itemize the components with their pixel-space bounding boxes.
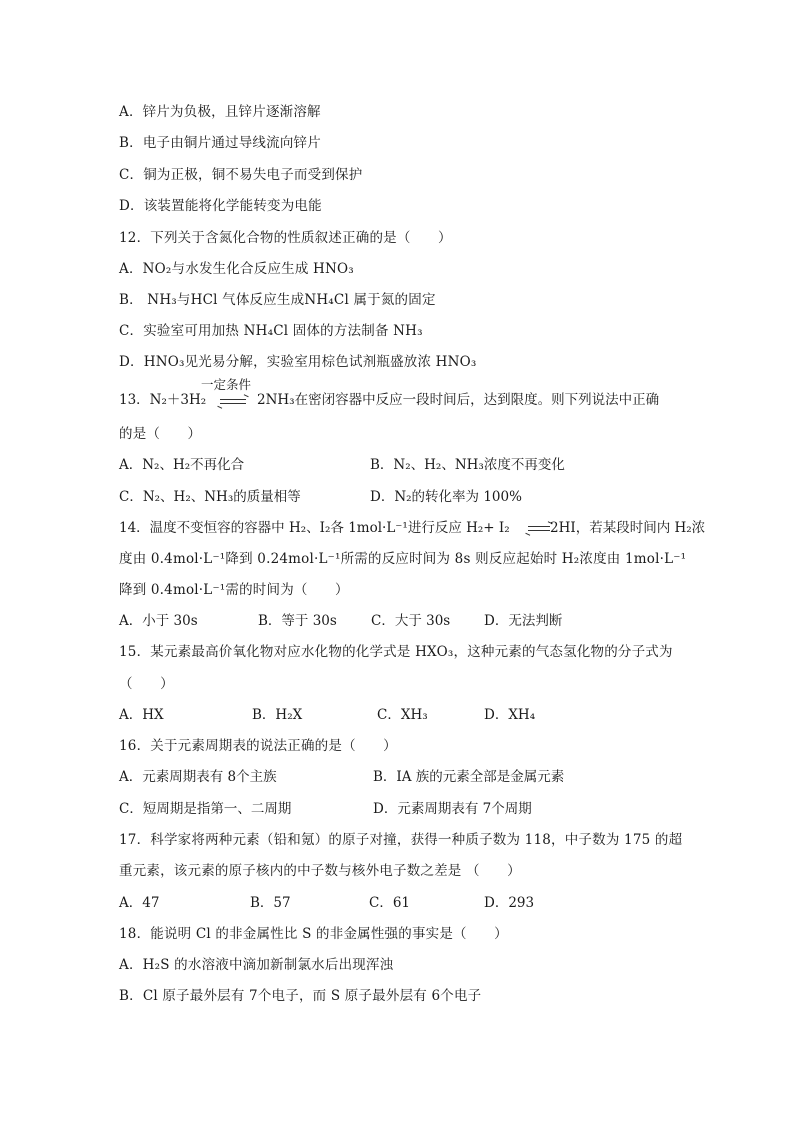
- q17-stem-cont: 重元素，该元素的原子核内的中子数与核外电子数之差是 （ ）: [119, 863, 521, 879]
- q14-stem-line-3: 降到 0.4mol·L⁻¹需的时间为（ ）: [119, 582, 349, 598]
- q11-option-c: C．铜为正极，铜不易失电子而受到保护: [119, 167, 363, 183]
- q12-option-a: A．NO₂与水发生化合反应生成 HNO₃: [119, 261, 354, 277]
- q13-option-a: A．N₂、H₂不再化合: [119, 457, 245, 473]
- q15-options-row: [119, 706, 734, 724]
- q11-option-a: A．锌片为负极，且锌片逐渐溶解: [119, 104, 321, 120]
- q18-option-a: A．H₂S 的水溶液中滴加新制氯水后出现浑浊: [119, 957, 394, 973]
- q13-stem-row: [119, 377, 734, 409]
- q17-options-row: [119, 894, 734, 912]
- q17-option-c: C．61: [369, 895, 411, 911]
- q17-stem: 17．科学家将两种元素（铅和氪）的原子对撞，获得一种质子数为 118，中子数为 175 的超: [119, 832, 683, 848]
- q15-option-d: D．XH₄: [484, 707, 536, 723]
- q14-stem-line-2: 度由 0.4mol·L⁻¹降到 0.24mol·L⁻¹所需的反应时间为 8s 则反应起始时 H₂浓度由 1mol·L⁻¹: [119, 551, 687, 567]
- q14-option-d: D．无法判断: [484, 613, 563, 629]
- q13-stem-cont: 的是（ ）: [119, 426, 202, 442]
- q16-option-c: C．短周期是指第一、二周期: [119, 801, 292, 817]
- q13-option-c: C．N₂、H₂、NH₃的质量相等: [119, 489, 301, 505]
- q13-options-row-2: [119, 488, 734, 506]
- q11-option-d: D．该装置能将化学能转变为电能: [119, 198, 322, 214]
- q16-option-b: B．ⅠA 族的元素全部是金属元素: [373, 769, 565, 785]
- reversible-arrow-icon: [528, 523, 550, 533]
- q15-option-b: B．H₂X: [252, 707, 303, 723]
- q15-option-a: A．HX: [119, 707, 164, 723]
- q12-option-b: B． NH₃与HCl 气体反应生成NH₄Cl 属于氮的固定: [119, 292, 436, 308]
- q12-option-d: D．HNO₃见光易分解，实验室用棕色试剂瓶盛放浓 HNO₃: [119, 354, 477, 370]
- q14-option-b: B．等于 30s: [258, 613, 337, 629]
- q15-stem: 15．某元素最高价氧化物对应水化物的化学式是 HXO₃，这种元素的气态氢化物的分子式为: [119, 644, 673, 660]
- q13-stem-post: 2NH₃在密闭容器中反应一段时间后，达到限度。则下列说法中正确: [257, 392, 660, 408]
- q14-line1-post: 2HI，若某段时间内 H₂浓: [550, 520, 706, 536]
- q15-option-c: C．XH₃: [377, 707, 428, 723]
- q17-option-d: D．293: [484, 895, 535, 911]
- q14-option-a: A．小于 30s: [119, 613, 198, 629]
- q11-option-b: B．电子由铜片通过导线流向锌片: [119, 135, 321, 151]
- q17-option-b: B．57: [250, 895, 291, 911]
- q13-option-d: D．N₂的转化率为 100%: [370, 489, 522, 505]
- q16-options-row-1: [119, 768, 734, 786]
- q14-line1-pre: 14．温度不变恒容的容器中 H₂、I₂各 1mol·L⁻¹进行反应 H₂+ I₂: [119, 520, 510, 536]
- q14-option-c: C．大于 30s: [371, 613, 451, 629]
- q13-stem-pre: 13．N₂＋3H₂: [119, 392, 207, 408]
- q14-stem-row-1: [119, 519, 734, 537]
- q18-stem: 18．能说明 Cl 的非金属性比 S 的非金属性强的事实是（ ）: [119, 926, 508, 942]
- q13-option-b: B．N₂、H₂、NH₃浓度不再变化: [370, 457, 565, 473]
- q16-stem: 16．关于元素周期表的说法正确的是（ ）: [119, 738, 397, 754]
- q15-stem-cont: （ ）: [119, 676, 174, 692]
- q18-option-b: B．Cl 原子最外层有 7个电子，而 S 原子最外层有 6个电子: [119, 988, 482, 1004]
- q16-options-row-2: [119, 800, 734, 818]
- q12-stem: 12．下列关于含氮化合物的性质叙述正确的是（ ）: [119, 230, 452, 246]
- q16-option-a: A．元素周期表有 8个主族: [119, 769, 277, 785]
- q13-options-row-1: [119, 456, 734, 474]
- q16-option-d: D．元素周期表有 7个周期: [373, 801, 532, 817]
- reversible-arrow-icon: [220, 396, 246, 406]
- q14-options-row: [119, 612, 734, 630]
- q13-reaction-condition: 一定条件: [201, 377, 252, 392]
- q17-option-a: A．47: [119, 895, 160, 911]
- q12-option-c: C．实验室可用加热 NH₄Cl 固体的方法制备 NH₃: [119, 323, 423, 339]
